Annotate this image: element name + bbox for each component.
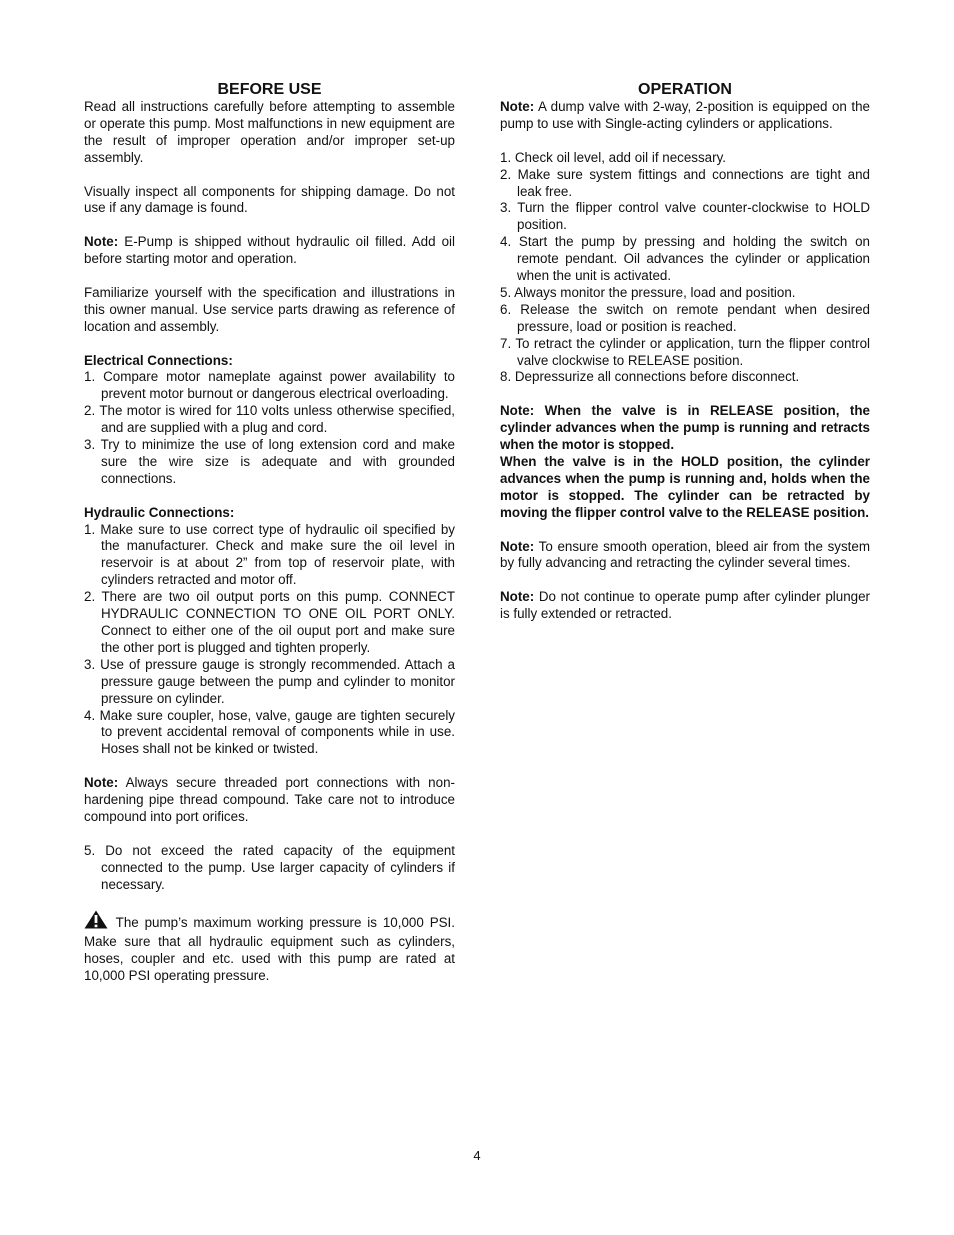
pressure-warning bbox=[84, 910, 455, 985]
list-item: 5. Always monitor the pressure, load and position. bbox=[500, 284, 796, 300]
hold-position-note: When the valve is in the HOLD position, the cylinder advances when the pump is running and, holds when the motor is stopped. The cylinder can be retracted by moving the flipper control valve to the RELEASE position. bbox=[500, 454, 870, 520]
before-use-heading: BEFORE USE bbox=[217, 81, 322, 98]
familiarize-paragraph: Familiarize yourself with the specification and illustrations in this owner manual. Use service parts drawing as reference of location and assembly. bbox=[84, 284, 455, 334]
note-text: Do not continue to operate pump after cylinder plunger is fully extended or retracted. bbox=[500, 589, 870, 622]
list-item: 1. Check oil level, add oil if necessary. bbox=[500, 149, 727, 165]
thread-compound-note bbox=[84, 775, 455, 826]
before-use-intro: Read all instructions carefully before attempting to assemble or operate this pump. Most malfunctions in new equipment are the result of improper operation and/or improper set-up assembly. bbox=[84, 99, 455, 165]
note-label: Note: bbox=[500, 99, 535, 114]
capacity-list bbox=[84, 843, 455, 894]
plunger-note bbox=[500, 589, 870, 623]
list-item: 1. Make sure to use correct type of hydraulic oil specified by the manufacturer. Check and make sure the oil level in reservoir is at about 2” from top of reservoir plate, with cylinders retracted and motor off. bbox=[84, 521, 455, 588]
operation-heading: OPERATION bbox=[638, 81, 732, 98]
list-item: 5. Do not exceed the rated capacity of the equipment connected to the pump. Use larger capacity of cylinders if necessary. bbox=[84, 842, 455, 892]
list-item: 8. Depressurize all connections before disconnect. bbox=[500, 369, 800, 385]
list-item: 4. Make sure coupler, hose, valve, gauge are tighten securely to prevent accidental removal of components while in use. Hoses shall not be kinked or twisted. bbox=[84, 707, 455, 757]
release-position-note: Note: When the valve is in RELEASE position, the cylinder advances when the pump is running and retracts when the motor is stopped. bbox=[500, 403, 870, 453]
note-text: E-Pump is shipped without hydraulic oil filled. Add oil before starting motor and operation. bbox=[84, 234, 455, 267]
warning-text: The pump’s maximum working pressure is 10,000 PSI. Make sure that all hydraulic equipment such as cylinders, hoses, coupler and etc. used with this pump are rated at 10,000 PSI operating pressure. bbox=[84, 915, 455, 984]
note-text: A dump valve with 2-way, 2-position is equipped on the pump to use with Single-acting cylinders or applications. bbox=[500, 99, 870, 131]
list-item: 4. Start the pump by pressing and holding the switch on remote pendant. Oil advances the cylinder or application when the unit is activated. bbox=[500, 234, 870, 284]
note-label: Note: bbox=[500, 538, 535, 554]
note-label: Note: bbox=[500, 589, 535, 605]
inspect-paragraph: Visually inspect all components for shipping damage. Do not use if any damage is found. bbox=[84, 183, 455, 216]
list-item: 3. Try to minimize the use of long extension cord and make sure the wire size is adequate and with grounded connections. bbox=[84, 437, 455, 486]
list-item: 1. Compare motor nameplate against power availability to prevent motor burnout or dangerous electrical overloading. bbox=[84, 369, 455, 402]
before-use-column bbox=[84, 80, 455, 985]
page-number: 4 bbox=[473, 1148, 481, 1163]
bleed-air-note bbox=[500, 539, 870, 573]
oil-note bbox=[84, 234, 455, 268]
warning-triangle-icon bbox=[84, 910, 108, 934]
operation-steps-list bbox=[500, 150, 870, 387]
list-item: 6. Release the switch on remote pendant when desired pressure, load or position is reached. bbox=[500, 301, 870, 334]
electrical-connections-title: Electrical Connections: bbox=[84, 352, 233, 368]
hydraulic-connections-list bbox=[84, 522, 455, 759]
electrical-connections-list bbox=[84, 369, 455, 487]
list-item: 2. The motor is wired for 110 volts unless otherwise specified, and are supplied with a plug and cord. bbox=[84, 403, 455, 436]
note-label: Note: bbox=[84, 234, 119, 250]
list-item: 2. Make sure system fittings and connections are tight and leak free. bbox=[500, 166, 870, 199]
operation-column bbox=[500, 80, 870, 623]
dump-valve-note bbox=[500, 99, 870, 133]
note-text: Always secure threaded port connections with non-hardening pipe thread compound. Take care not to introduce compound into port orifices. bbox=[84, 775, 455, 824]
note-label: Note: bbox=[84, 775, 119, 791]
list-item: 3. Use of pressure gauge is strongly recommended. Attach a pressure gauge between the pump and cylinder to monitor pressure on cylinder. bbox=[84, 656, 455, 706]
list-item: 3. Turn the flipper control valve counter-clockwise to HOLD position. bbox=[500, 200, 870, 233]
hydraulic-connections-title: Hydraulic Connections: bbox=[84, 504, 235, 520]
list-item: 7. To retract the cylinder or application, turn the flipper control valve clockwise to RELEASE position. bbox=[500, 335, 870, 368]
note-text: To ensure smooth operation, bleed air from the system by fully advancing and retracting the cylinder several times. bbox=[500, 538, 870, 571]
list-item: 2. There are two oil output ports on this pump. CONNECT HYDRAULIC CONNECTION TO ONE OIL PORT ONLY. Connect to either one of the oil ouput port and make sure the other port is plugged and tighten properly. bbox=[84, 589, 455, 655]
